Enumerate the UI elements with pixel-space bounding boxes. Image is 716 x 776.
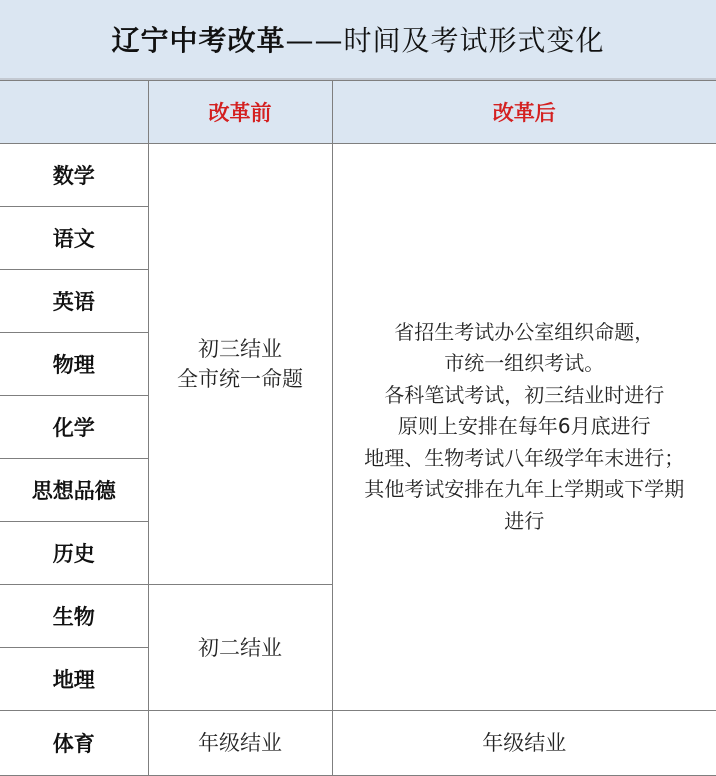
header-subject xyxy=(0,81,148,144)
subject-chemistry: 化学 xyxy=(0,396,148,459)
subject-pe: 体育 xyxy=(0,711,148,776)
after-line: 市统一组织考试。 xyxy=(333,348,716,380)
after-description xyxy=(332,144,716,711)
subject-physics: 物理 xyxy=(0,333,148,396)
subject-english: 英语 xyxy=(0,270,148,333)
subject-chinese: 语文 xyxy=(0,207,148,270)
after-pe: 年级结业 xyxy=(332,711,716,776)
reform-table xyxy=(0,80,716,776)
subject-math: 数学 xyxy=(0,144,148,207)
title-rest: ——时间及考试形式变化 xyxy=(286,19,605,59)
header-before: 改革前 xyxy=(148,81,332,144)
after-line: 原则上安排在每年6月底进行 xyxy=(333,411,716,443)
after-line: 各科笔试考试，初三结业时进行 xyxy=(333,380,716,412)
before-group2: 初二结业 xyxy=(148,585,332,711)
after-line: 地理、生物考试八年级学年末进行； xyxy=(333,443,716,475)
before-group1-line1: 初三结业 xyxy=(149,334,332,364)
before-pe: 年级结业 xyxy=(148,711,332,776)
before-group1 xyxy=(148,144,332,585)
table-title xyxy=(0,0,716,80)
subject-geography: 地理 xyxy=(0,648,148,711)
before-group1-line2: 全市统一命题 xyxy=(149,364,332,394)
after-line: 其他考试安排在九年上学期或下学期 xyxy=(333,474,716,506)
after-line: 进行 xyxy=(333,506,716,538)
header-after: 改革后 xyxy=(332,81,716,144)
subject-ideology: 思想品德 xyxy=(0,459,148,522)
header-row xyxy=(0,81,716,144)
after-line: 省招生考试办公室组织命题， xyxy=(333,317,716,349)
title-bold: 辽宁中考改革 xyxy=(111,19,285,59)
subject-biology: 生物 xyxy=(0,585,148,648)
subject-history: 历史 xyxy=(0,522,148,585)
